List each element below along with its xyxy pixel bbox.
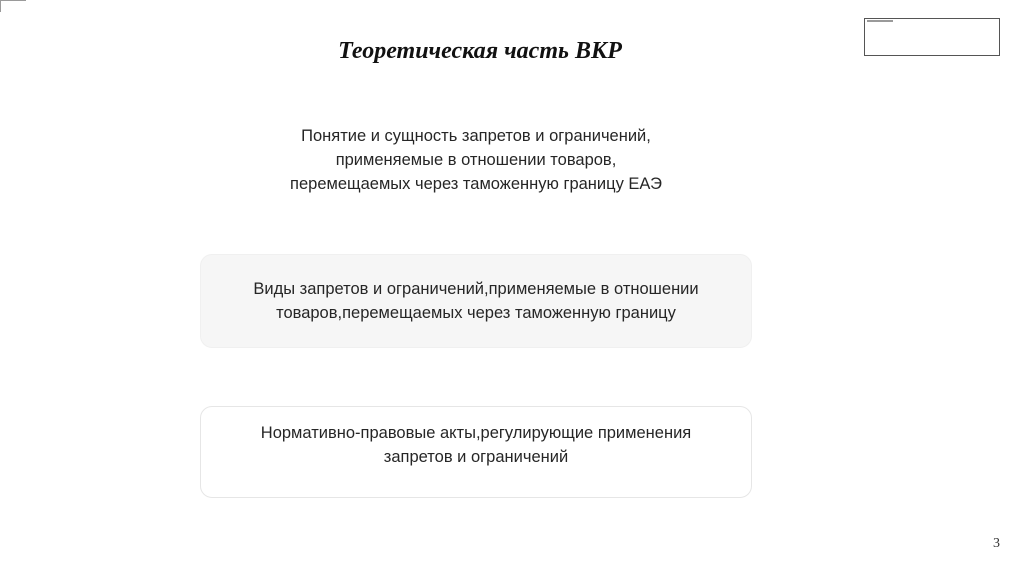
corner-mark [0, 0, 26, 12]
topic-card-types-text: Виды запретов и ограничений,применяемые в отношении товаров,перемещаемых через таможенную границу [253, 280, 699, 322]
page-number: 3 [993, 536, 1000, 551]
topic-card-legal-acts [200, 406, 752, 498]
slide-title: Теоретическая часть ВКР [338, 38, 622, 64]
thumbnail-mark [867, 20, 893, 22]
topic-block-concept [200, 124, 752, 196]
topic-card-types [200, 254, 752, 348]
topic-block-concept-text: Понятие и сущность запретов и ограничений, применяемые в отношении товаров, перемещаемых через таможенную границу ЕАЭ [290, 127, 662, 193]
topic-card-legal-acts-text: Нормативно-правовые акты,регулирующие применения запретов и ограничений [260, 424, 692, 466]
